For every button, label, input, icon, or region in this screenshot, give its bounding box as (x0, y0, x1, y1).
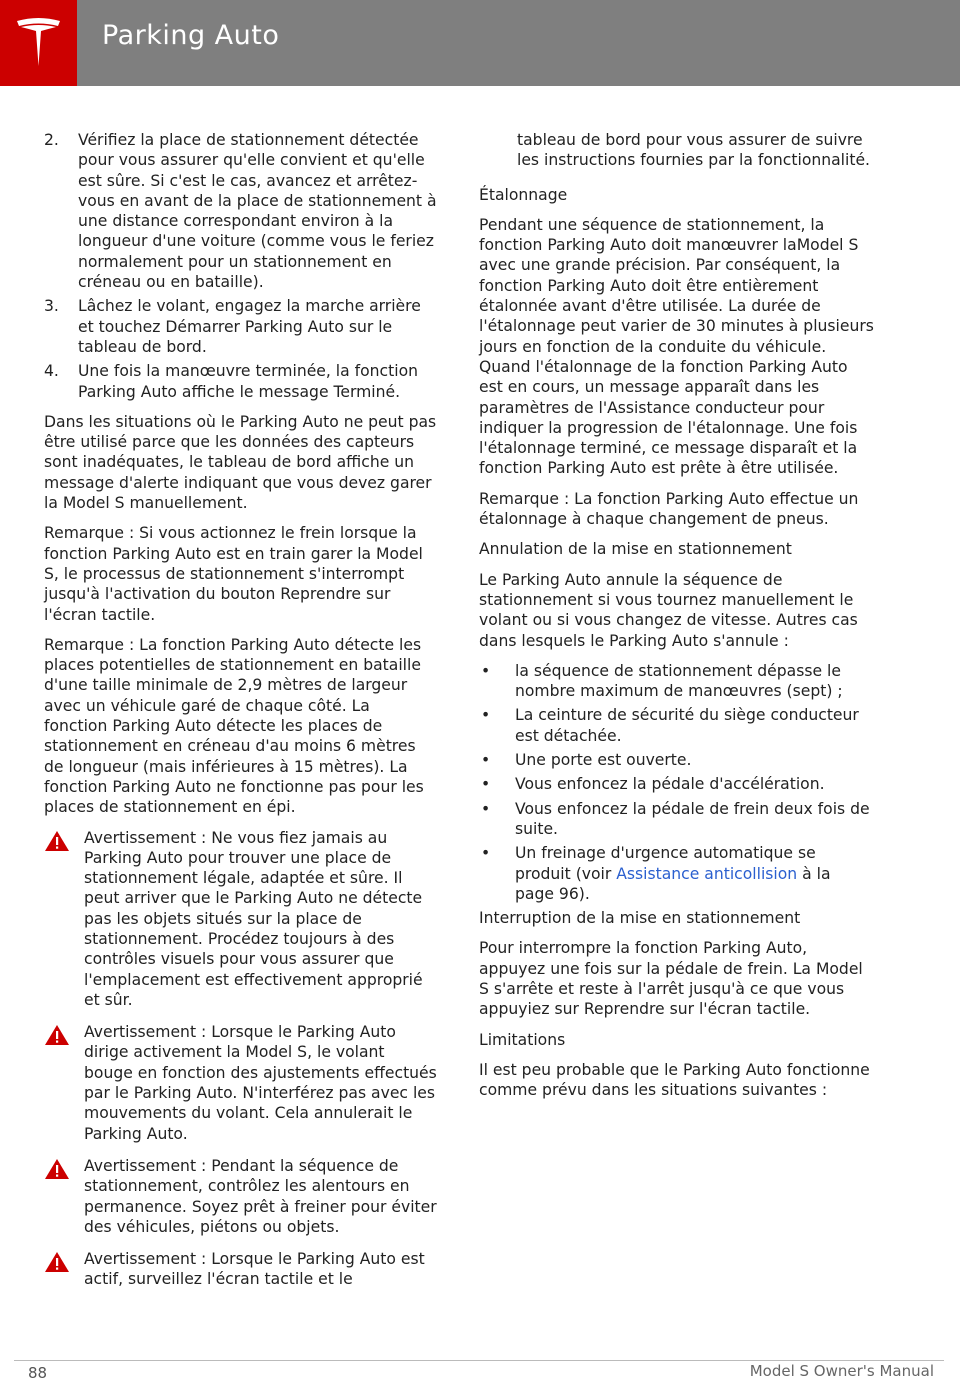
page-title: Parking Auto (102, 20, 280, 51)
bullet-text: La ceinture de sécurité du siège conducteur est détachée. (515, 706, 859, 745)
bullet-text-after: à la page 96). (515, 864, 831, 903)
list-item (479, 750, 874, 770)
page-header (0, 0, 960, 86)
warning-icon (44, 1022, 84, 1144)
section-heading: Limitations (479, 1030, 566, 1049)
step-text: Lâchez le volant, engagez la marche arrière et touchez Démarrer Parking Auto sur le tableau de bord. (78, 297, 421, 356)
list-item (44, 130, 437, 292)
section-heading: Interruption de la mise en stationnement (479, 909, 801, 928)
tesla-logo (0, 0, 77, 86)
warning-icon (44, 1249, 84, 1290)
step-text: Une fois la manœuvre terminée, la fonction Parking Auto affiche le message Terminé. (78, 362, 419, 401)
section-heading: Annulation de la mise en stationnement (479, 540, 792, 559)
bullet-text: la séquence de stationnement dépasse le nombre maximum de manœuvres (sept) ; (515, 661, 843, 701)
continuation-text: tableau de bord pour vous assurer de suivre les instructions fournies par la fonctionnalité. (517, 131, 871, 170)
bullet-icon: • (481, 661, 491, 680)
step-number: 2. (44, 131, 59, 149)
warning-block (44, 1022, 437, 1144)
warning-block (44, 1156, 437, 1237)
bullet-icon: • (481, 844, 491, 863)
note: Remarque : Si vous actionnez le frein lorsque la fonction Parking Auto est en train garer la Model S, le processus de stationnement s'interrompt jusqu'à l'activation du bouton Reprendre sur l'écran tactile. (44, 524, 423, 624)
paragraph: Le Parking Auto annule la séquence de stationnement si vous tournez manuellement le volant ou si vous changez de vitesse. Autres cas dans lesquels le Parking Auto s'annule : (479, 570, 858, 650)
list-item (44, 361, 437, 402)
warning-block (44, 828, 437, 1011)
step-number: 3. (44, 297, 59, 316)
list-item (44, 296, 437, 357)
bullet-icon: • (481, 706, 491, 725)
warning-text: Avertissement : Ne vous fiez jamais au Parking Auto pour trouver une place de stationnement légale, adaptée et sûre. Il peut arriver que le Parking Auto ne détecte pas les objets situés sur la place de stationnement. Procédez toujours à des contrôles visuels pour vous assurer que l'emplacement est effectivement approprié et sûr. (84, 828, 423, 1009)
paragraph: Dans les situations où le Parking Auto ne peut pas être utilisé parce que les données des capteurs sont inadéquates, le tableau de bord affiche un message d'alerte indiquant que vous devez garer la Model S manuellement. (44, 412, 437, 513)
list-item (479, 661, 874, 702)
bullet-text (515, 843, 874, 904)
bullet-text: Une porte est ouverte. (515, 751, 692, 770)
note: Remarque : La fonction Parking Auto détecte les places potentielles de stationnement en bataille d'une taille minimale de 2,9 mètres de largeur avec un véhicule garé de chaque côté. La fonction Parking Auto détecte les places de stationnement en créneau d'au moins 6 mètres de longueur (mais inférieures à 15 mètres). La fonction Parking Auto ne fonctionne pas pour les places de stationnement en épi. (44, 635, 424, 817)
bullet-text: Vous enfoncez la pédale de frein deux fois de suite. (515, 799, 870, 838)
warning-icon (44, 828, 84, 1011)
footer-divider (14, 1360, 944, 1361)
section-heading: Étalonnage (479, 185, 568, 204)
paragraph: Pour interrompre la fonction Parking Auto, appuyez une fois sur la pédale de frein. La Model S s'arrête et reste à l'arrêt jusqu'à ce que vous appuyiez sur Reprendre sur l'écran tactile. (479, 939, 863, 1019)
left-column (44, 130, 437, 1302)
bullet-text-before: Un freinage d'urgence automatique se produit (voir (515, 844, 816, 883)
note: Remarque : La fonction Parking Auto effectue un étalonnage à chaque changement de pneus. (479, 489, 859, 529)
warning-block (44, 1249, 437, 1290)
step-text: Vérifiez la place de stationnement détectée pour vous assurer qu'elle convient et qu'elle est sûre. Si c'est le cas, avancez et arrêtez-vous en avant de la place de stationnement à une distance correspondant environ à la longueur d'une voiture (comme vous le feriez normalement pour un stationnement en créneau ou en bataille). (78, 131, 437, 292)
bullet-icon: • (481, 799, 491, 818)
paragraph: Pendant une séquence de stationnement, la fonction Parking Auto doit manœuvrer laModel S avec une grande précision. Par conséquent, la fonction Parking Auto doit être entièrement étalonnée avant d'être utilisée. La durée de l'étalonnage peut varier de 30 minutes à plusieurs jours en fonction de la conduite du véhicule. Quand l'étalonnage de la fonction Parking Auto est en cours, un message apparaît dans les paramètres de l'Assistance conducteur pour indiquer la progression de l'étalonnage. Une fois l'étalonnage terminé, ce message disparaît et la fonction Parking Auto est prête à être utilisée. (479, 215, 874, 478)
list-item (479, 799, 874, 840)
right-column (479, 130, 874, 1110)
warning-text: Avertissement : Lorsque le Parking Auto dirige activement la Model S, le volant bouge en fonction des ajustements effectués par le Parking Auto. N'interférez pas avec les mouvements du volant. Cela annulerait le Parking Auto. (84, 1023, 437, 1143)
step-number: 4. (44, 362, 59, 381)
tesla-logo-icon (14, 18, 63, 68)
bullet-icon: • (481, 775, 491, 794)
list-item (479, 843, 874, 904)
bullet-icon: • (481, 751, 491, 770)
warning-text: Avertissement : Pendant la séquence de stationnement, contrôlez les alentours en permanence. Soyez prêt à freiner pour éviter des véhicules, piétons ou objets. (84, 1156, 437, 1236)
assistance-anticollision-link[interactable]: Assistance anticollision (616, 864, 798, 883)
warning-text: Avertissement : Lorsque le Parking Auto est actif, surveillez l'écran tactile et le (84, 1250, 425, 1289)
list-item (479, 774, 874, 794)
warning-icon (44, 1156, 84, 1237)
page-number: 88 (28, 1364, 48, 1382)
paragraph: Il est peu probable que le Parking Auto fonctionne comme prévu dans les situations suivantes : (479, 1060, 870, 1100)
bullet-text: Vous enfoncez la pédale d'accélération. (515, 775, 825, 794)
footer-title: Model S Owner's Manual (749, 1362, 934, 1380)
list-item (479, 705, 874, 746)
